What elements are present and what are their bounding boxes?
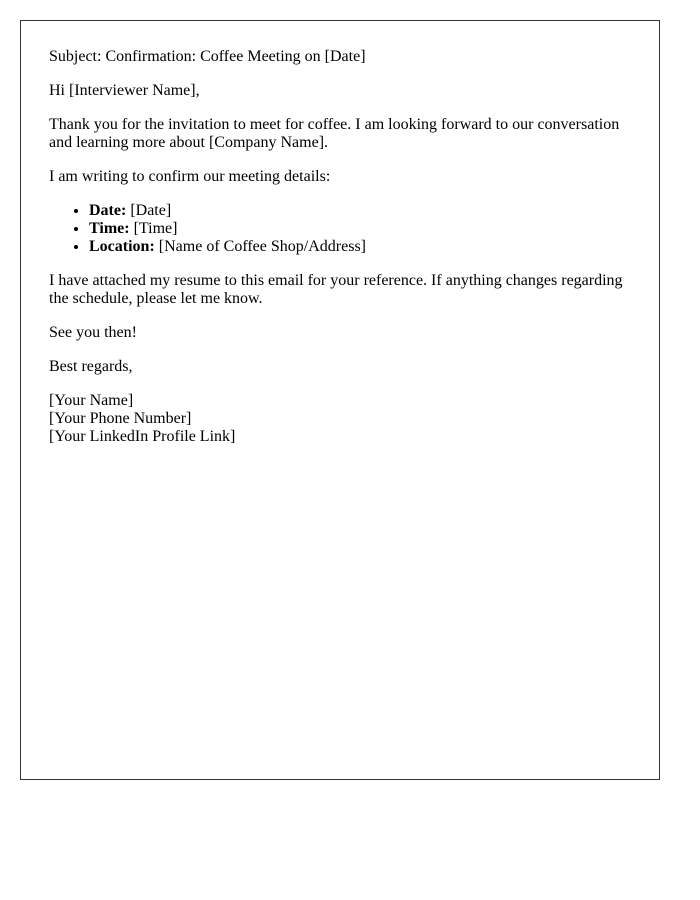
paragraph-resume: I have attached my resume to this email for your reference. If anything changes regarding the schedule, please let me know. bbox=[49, 272, 623, 307]
signature-block bbox=[49, 392, 639, 446]
detail-date bbox=[89, 202, 639, 220]
letter-body bbox=[49, 48, 639, 446]
detail-time-value: [Time] bbox=[133, 220, 178, 237]
greeting: Hi [Interviewer Name], bbox=[49, 82, 200, 99]
detail-time bbox=[89, 220, 639, 238]
detail-location bbox=[89, 238, 639, 256]
detail-location-label: Location: bbox=[89, 238, 155, 255]
detail-location-value: [Name of Coffee Shop/Address] bbox=[158, 238, 366, 255]
letter-container bbox=[20, 20, 660, 780]
paragraph-confirm: I am writing to confirm our meeting details: bbox=[49, 168, 331, 185]
detail-date-value: [Date] bbox=[130, 202, 172, 219]
paragraph-thanks: Thank you for the invitation to meet for coffee. I am looking forward to our conversation and learning more about [Company Name]. bbox=[49, 116, 620, 151]
detail-time-label: Time: bbox=[89, 220, 130, 237]
meeting-details-list bbox=[49, 202, 639, 256]
signature-phone: [Your Phone Number] bbox=[49, 410, 192, 427]
subject-line: Subject: Confirmation: Coffee Meeting on [Date] bbox=[49, 48, 366, 65]
signature-name: [Your Name] bbox=[49, 392, 134, 409]
signoff: Best regards, bbox=[49, 358, 133, 375]
closing-line: See you then! bbox=[49, 324, 137, 341]
signature-linkedin: [Your LinkedIn Profile Link] bbox=[49, 428, 236, 445]
detail-date-label: Date: bbox=[89, 202, 127, 219]
